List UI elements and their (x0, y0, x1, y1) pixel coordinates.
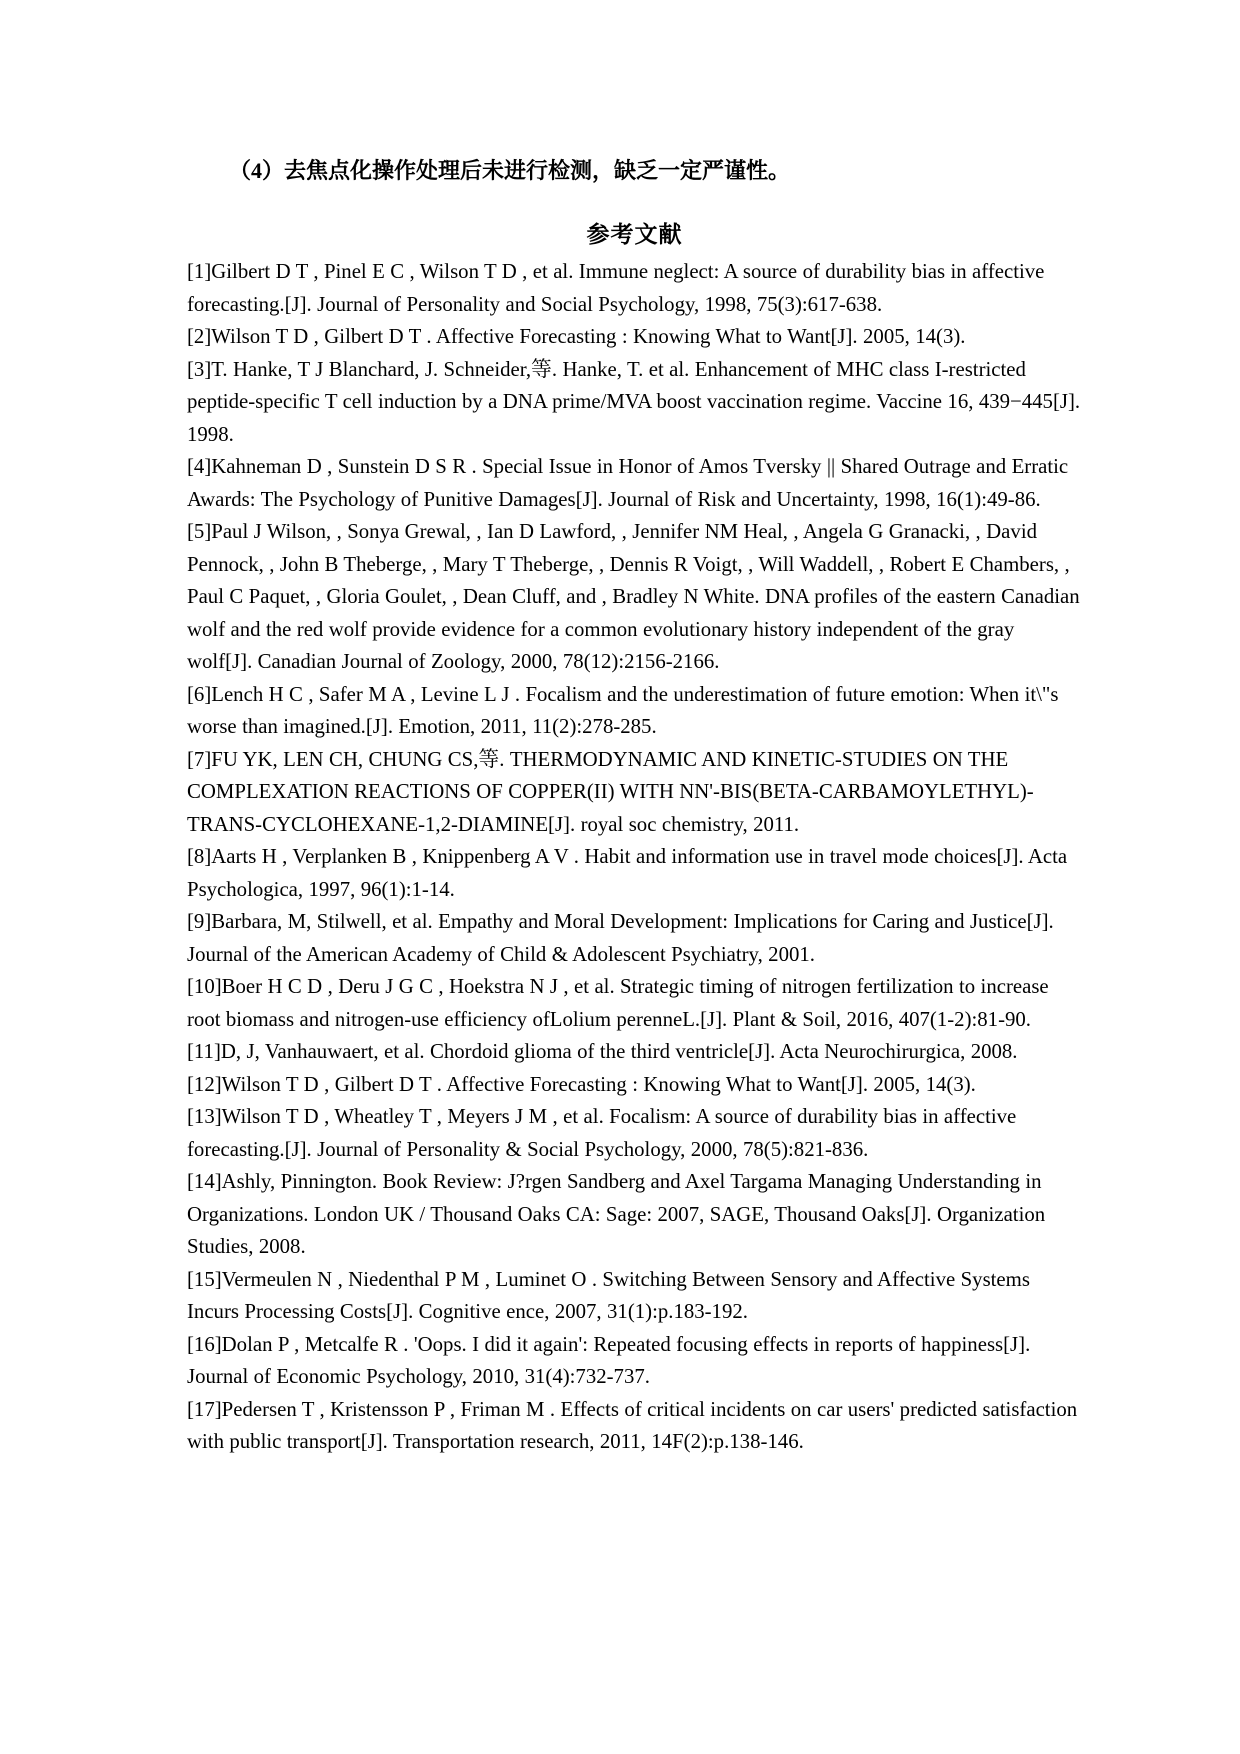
reference-item: [11]D, J, Vanhauwaert, et al. Chordoid glioma of the third ventricle[J]. Acta Neurochirurgica, 2008. (187, 1040, 1018, 1063)
reference-item: [14]Ashly, Pinnington. Book Review: J?rgen Sandberg and Axel Targama Managing Understanding in Organizations. London UK / Thousand Oaks CA: Sage: 2007, SAGE, Thousand Oaks[J]. Organization Studies, 2008. (187, 1170, 1046, 1258)
reference-item: [9]Barbara, M, Stilwell, et al. Empathy and Moral Development: Implications for Caring and Justice[J]. Journal of the American Academy of Child & Adolescent Psychiatry, 2001. (187, 910, 1054, 966)
reference-item: [7]FU YK, LEN CH, CHUNG CS,等. THERMODYNAMIC AND KINETIC-STUDIES ON THE COMPLEXATION REACTIONS OF COPPER(II) WITH NN'-BIS(BETA-CARBAMOYLETHYL)-TRANS-CYCLOHEXANE-1,2-DIAMINE[J]. royal soc chemistry, 2011. (187, 747, 1034, 836)
reference-item: [5]Paul J Wilson, , Sonya Grewal, , Ian D Lawford, , Jennifer NM Heal, , Angela G Granacki, , David Pennock, , John B Theberge, , Mary T Theberge, , Dennis R Voigt, , Will Waddell, , Robert E Chambers, , Paul C Paquet, , Gloria Goulet, , Dean Cluff, and , Bradley N White. DNA profiles of the eastern Canadian wolf and the red wolf provide evidence for a common evolutionary history independent of the gray wolf[J]. Canadian Journal of Zoology, 2000, 78(12):2156-2166. (187, 520, 1080, 673)
reference-item: [6]Lench H C , Safer M A , Levine L J . Focalism and the underestimation of future emotion: When it\"s worse than imagined.[J]. Emotion, 2011, 11(2):278-285. (187, 682, 1059, 738)
remark-text: （4）去焦点化操作处理后未进行检测，缺乏一定严谨性。 (229, 158, 791, 183)
reference-item: [2]Wilson T D , Gilbert D T . Affective Forecasting : Knowing What to Want[J]. 2005, 14(3). (187, 325, 966, 348)
reference-item: [15]Vermeulen N , Niedenthal P M , Luminet O . Switching Between Sensory and Affective Systems Incurs Processing Costs[J]. Cognitive ence, 2007, 31(1):p.183-192. (187, 1267, 1030, 1323)
reference-item: [4]Kahneman D , Sunstein D S R . Special Issue in Honor of Amos Tversky || Shared Outrage and Erratic Awards: The Psychology of Punitive Damages[J]. Journal of Risk and Uncertainty, 1998, 16(1):49-86. (187, 455, 1069, 511)
reference-item: [1]Gilbert D T , Pinel E C , Wilson T D , et al. Immune neglect: A source of durability bias in affective forecasting.[J]. Journal of Personality and Social Psychology, 1998, 75(3):617-638. (187, 260, 1045, 316)
reference-item: [16]Dolan P , Metcalfe R . 'Oops. I did it again': Repeated focusing effects in reports of happiness[J]. Journal of Economic Psychology, 2010, 31(4):732-737. (187, 1332, 1031, 1388)
reference-item: [13]Wilson T D , Wheatley T , Meyers J M , et al. Focalism: A source of durability bias in affective forecasting.[J]. Journal of Personality & Social Psychology, 2000, 78(5):821-836. (187, 1105, 1017, 1161)
references-list (187, 256, 1082, 1459)
reference-item: [12]Wilson T D , Gilbert D T . Affective Forecasting : Knowing What to Want[J]. 2005, 14(3). (187, 1072, 976, 1096)
reference-item: [8]Aarts H , Verplanken B , Knippenberg A V . Habit and information use in travel mode choices[J]. Acta Psychologica, 1997, 96(1):1-14. (187, 845, 1068, 901)
reference-item: [10]Boer H C D , Deru J G C , Hoekstra N J , et al. Strategic timing of nitrogen fertilization to increase root biomass and nitrogen-use efficiency ofLolium perenneL.[J]. Plant & Soil, 2016, 407(1-2):81-90. (187, 975, 1049, 1031)
references-heading: 参考文献 (586, 222, 683, 247)
reference-item: [3]T. Hanke, T J Blanchard, J. Schneider,等. Hanke, T. et al. Enhancement of MHC class I-restricted peptide-specific T cell induction by a DNA prime/MVA boost vaccination regime. Vaccine 16, 439−445[J]. 1998. (187, 357, 1081, 446)
reference-item: [17]Pedersen T , Kristensson P , Friman M . Effects of critical incidents on car users' predicted satisfaction with public transport[J]. Transportation research, 2011, 14F(2):p.138-146. (187, 1397, 1078, 1453)
